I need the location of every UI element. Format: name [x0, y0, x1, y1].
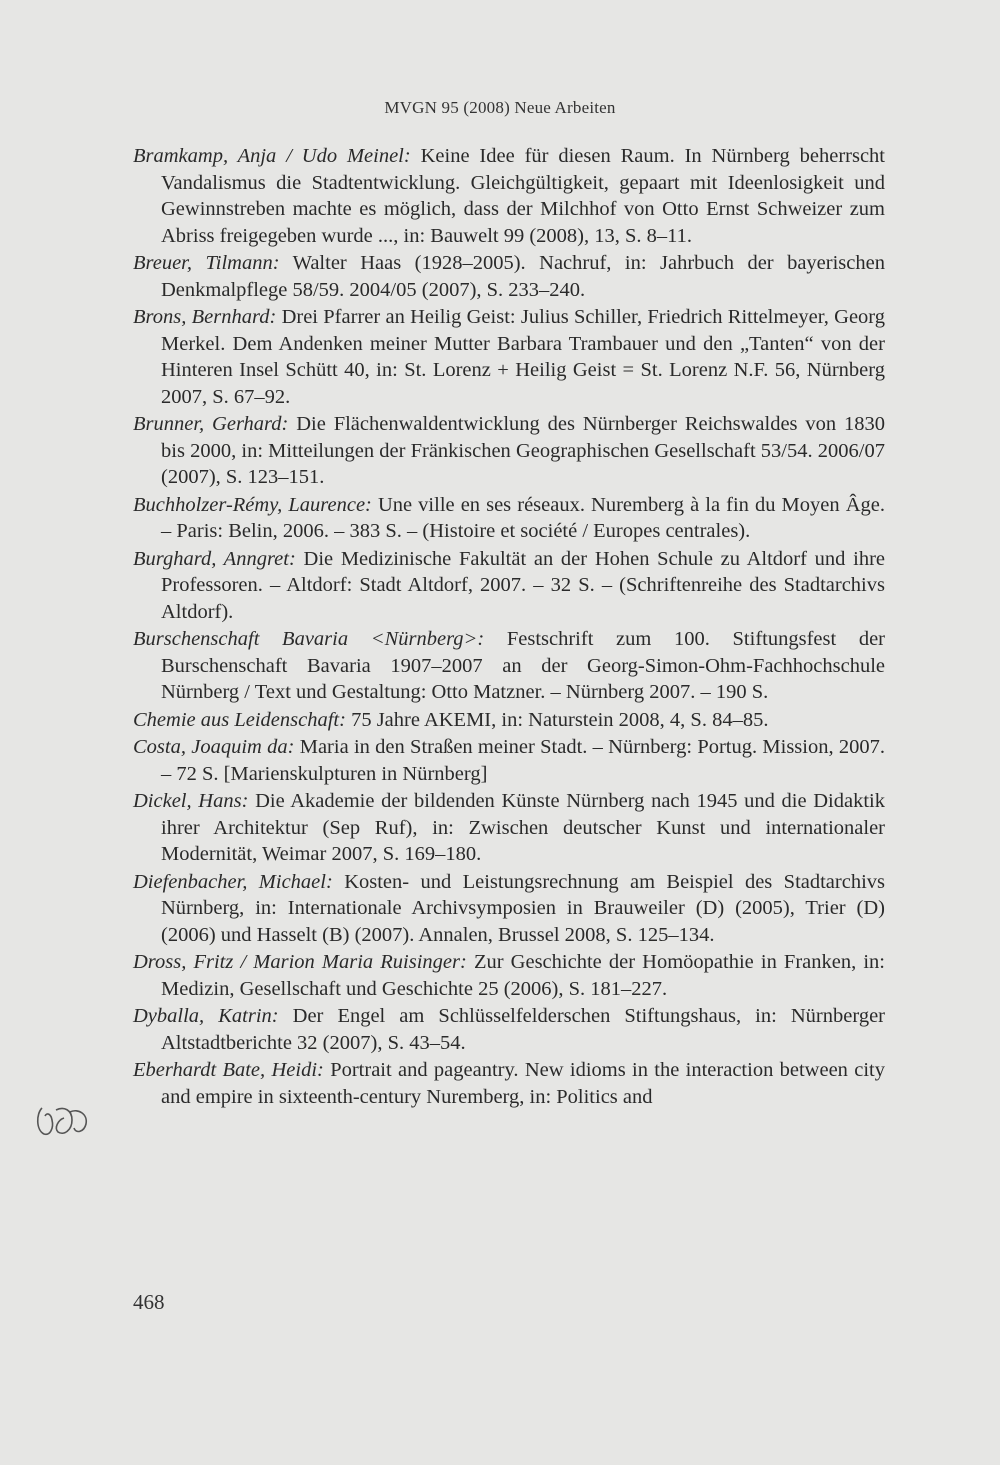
entry-author: Burschenschaft Bavaria <Nürnberg>: — [133, 628, 485, 650]
entry-author: Diefenbacher, Michael: — [133, 870, 333, 893]
running-head: MVGN 95 (2008) Neue Arbeiten — [384, 98, 616, 117]
bibliography-entry — [133, 546, 885, 626]
bibliography-entry — [133, 1003, 885, 1056]
handwritten-margin-mark — [34, 1104, 92, 1138]
entry-author: Brons, Bernhard: — [133, 306, 277, 328]
entry-author: Dross, Fritz / Marion Maria Ruisinger: — [133, 951, 467, 973]
entry-text: Maria in den Straßen meiner Stadt. – Nürnberg: Portug. Mission, 2007. – 72 S. [Marienskulpturen in Nürnberg] — [161, 736, 886, 785]
bibliography-entry — [133, 143, 885, 249]
entry-author: Bramkamp, Anja / Udo Meinel: — [133, 145, 411, 167]
bibliography-list — [133, 143, 885, 1111]
page-number: 468 — [133, 1290, 165, 1314]
entry-author: Eberhardt Bate, Heidi: — [133, 1059, 324, 1081]
entry-text: Der Engel am Schlüsselfelderschen Stiftungshaus, in: Nürnberger Altstadtberichte 32 (2007), S. 43–54. — [161, 1005, 885, 1054]
entry-text: Die Medizinische Fakultät an der Hohen Schule zu Altdorf und ihre Professoren. – Altdorf: Stadt Altdorf, 2007. – 32 S. – (Schriftenreihe des Stadtarchivs Altdorf). — [161, 547, 886, 623]
bibliography-entry — [133, 1057, 885, 1110]
entry-author: Chemie aus Leidenschaft: — [133, 708, 346, 731]
entry-author: Costa, Joaquim da: — [133, 736, 295, 758]
entry-text: Portrait and pageantry. New idioms in the interaction between city and empire in sixteenth-century Nuremberg, in: Politics and — [161, 1059, 885, 1108]
entry-text: Walter Haas (1928–2005). Nachruf, in: Jahrbuch der bayerischen Denkmalpflege 58/59. 2004/05 (2007), S. 233–240. — [161, 252, 885, 301]
entry-text: 75 Jahre AKEMI, in: Naturstein 2008, 4, S. 84–85. — [351, 708, 769, 731]
entry-text: Zur Geschichte der Homöopathie in Franken, in: Medizin, Gesellschaft und Geschichte 25 (2006), S. 181–227. — [161, 951, 885, 1000]
entry-text: Keine Idee für diesen Raum. In Nürnberg beherrscht Vandalismus die Stadtentwicklung. Gleichgültigkeit, gepaart mit Ideenlosigkeit und Gewinnstreben machte es möglich, dass der Milchhof von Otto Ernst Schweizer zum Abriss freigegeben wurde ..., in: Bauwelt 99 (2008), 13, S. 8–11. — [161, 145, 885, 247]
entry-text: Kosten- und Leistungsrechnung am Beispiel des Stadtarchivs Nürnberg, in: Internationale Archivsymposien in Brauweiler (D) (2005), Trier (D) (2006) und Hasselt (B) (2007). Annalen, Brussel 2008, S. 125–134. — [161, 870, 886, 946]
entry-text: Die Akademie der bildenden Künste Nürnberg nach 1945 und die Didaktik ihrer Architektur (Sep Ruf), in: Zwischen deutscher Kunst und internationaler Modernität, Weimar 2007, S. 169–180. — [161, 790, 885, 865]
entry-text: Festschrift zum 100. Stiftungsfest der Burschenschaft Bavaria 1907–2007 an der Georg-Simon-Ohm-Fachhochschule Nürnberg / Text und Gestaltung: Otto Matzner. – Nürnberg 2007. – 190 S. — [161, 628, 885, 703]
entry-author: Dickel, Hans: — [133, 790, 249, 812]
entry-author: Burghard, Anngret: — [133, 547, 296, 570]
bibliography-entry — [133, 411, 885, 491]
bibliography-entry — [133, 869, 885, 949]
entry-author: Buchholzer-Rémy, Laurence: — [133, 493, 372, 516]
bibliography-entry — [133, 734, 885, 787]
bibliography-entry — [133, 626, 885, 706]
entry-author: Brunner, Gerhard: — [133, 413, 289, 435]
entry-text: Die Flächenwaldentwicklung des Nürnberger Reichswaldes von 1830 bis 2000, in: Mitteilungen der Fränkischen Geographischen Gesellschaft 53/54. 2006/07 (2007), S. 123–151. — [161, 413, 886, 488]
bibliography-entry — [133, 707, 885, 734]
entry-text: Une ville en ses réseaux. Nuremberg à la fin du Moyen Âge. – Paris: Belin, 2006. – 383 S. – (Histoire et société / Europes centrales). — [161, 493, 885, 542]
bibliography-entry — [133, 304, 885, 410]
bibliography-entry — [133, 949, 885, 1002]
entry-author: Dyballa, Katrin: — [133, 1005, 279, 1027]
entry-text: Drei Pfarrer an Heilig Geist: Julius Schiller, Friedrich Rittelmeyer, Georg Merkel. Dem Andenken meiner Mutter Barbara Trambauer und den „Tanten“ von der Hinteren Insel Schütt 40, in: St. Lorenz + Heilig Geist = St. Lorenz N.F. 56, Nürnberg 2007, S. 67–92. — [161, 306, 886, 408]
bibliography-entry — [133, 492, 885, 545]
bibliography-entry — [133, 788, 885, 868]
bibliography-entry — [133, 250, 885, 303]
entry-author: Breuer, Tilmann: — [133, 252, 280, 274]
